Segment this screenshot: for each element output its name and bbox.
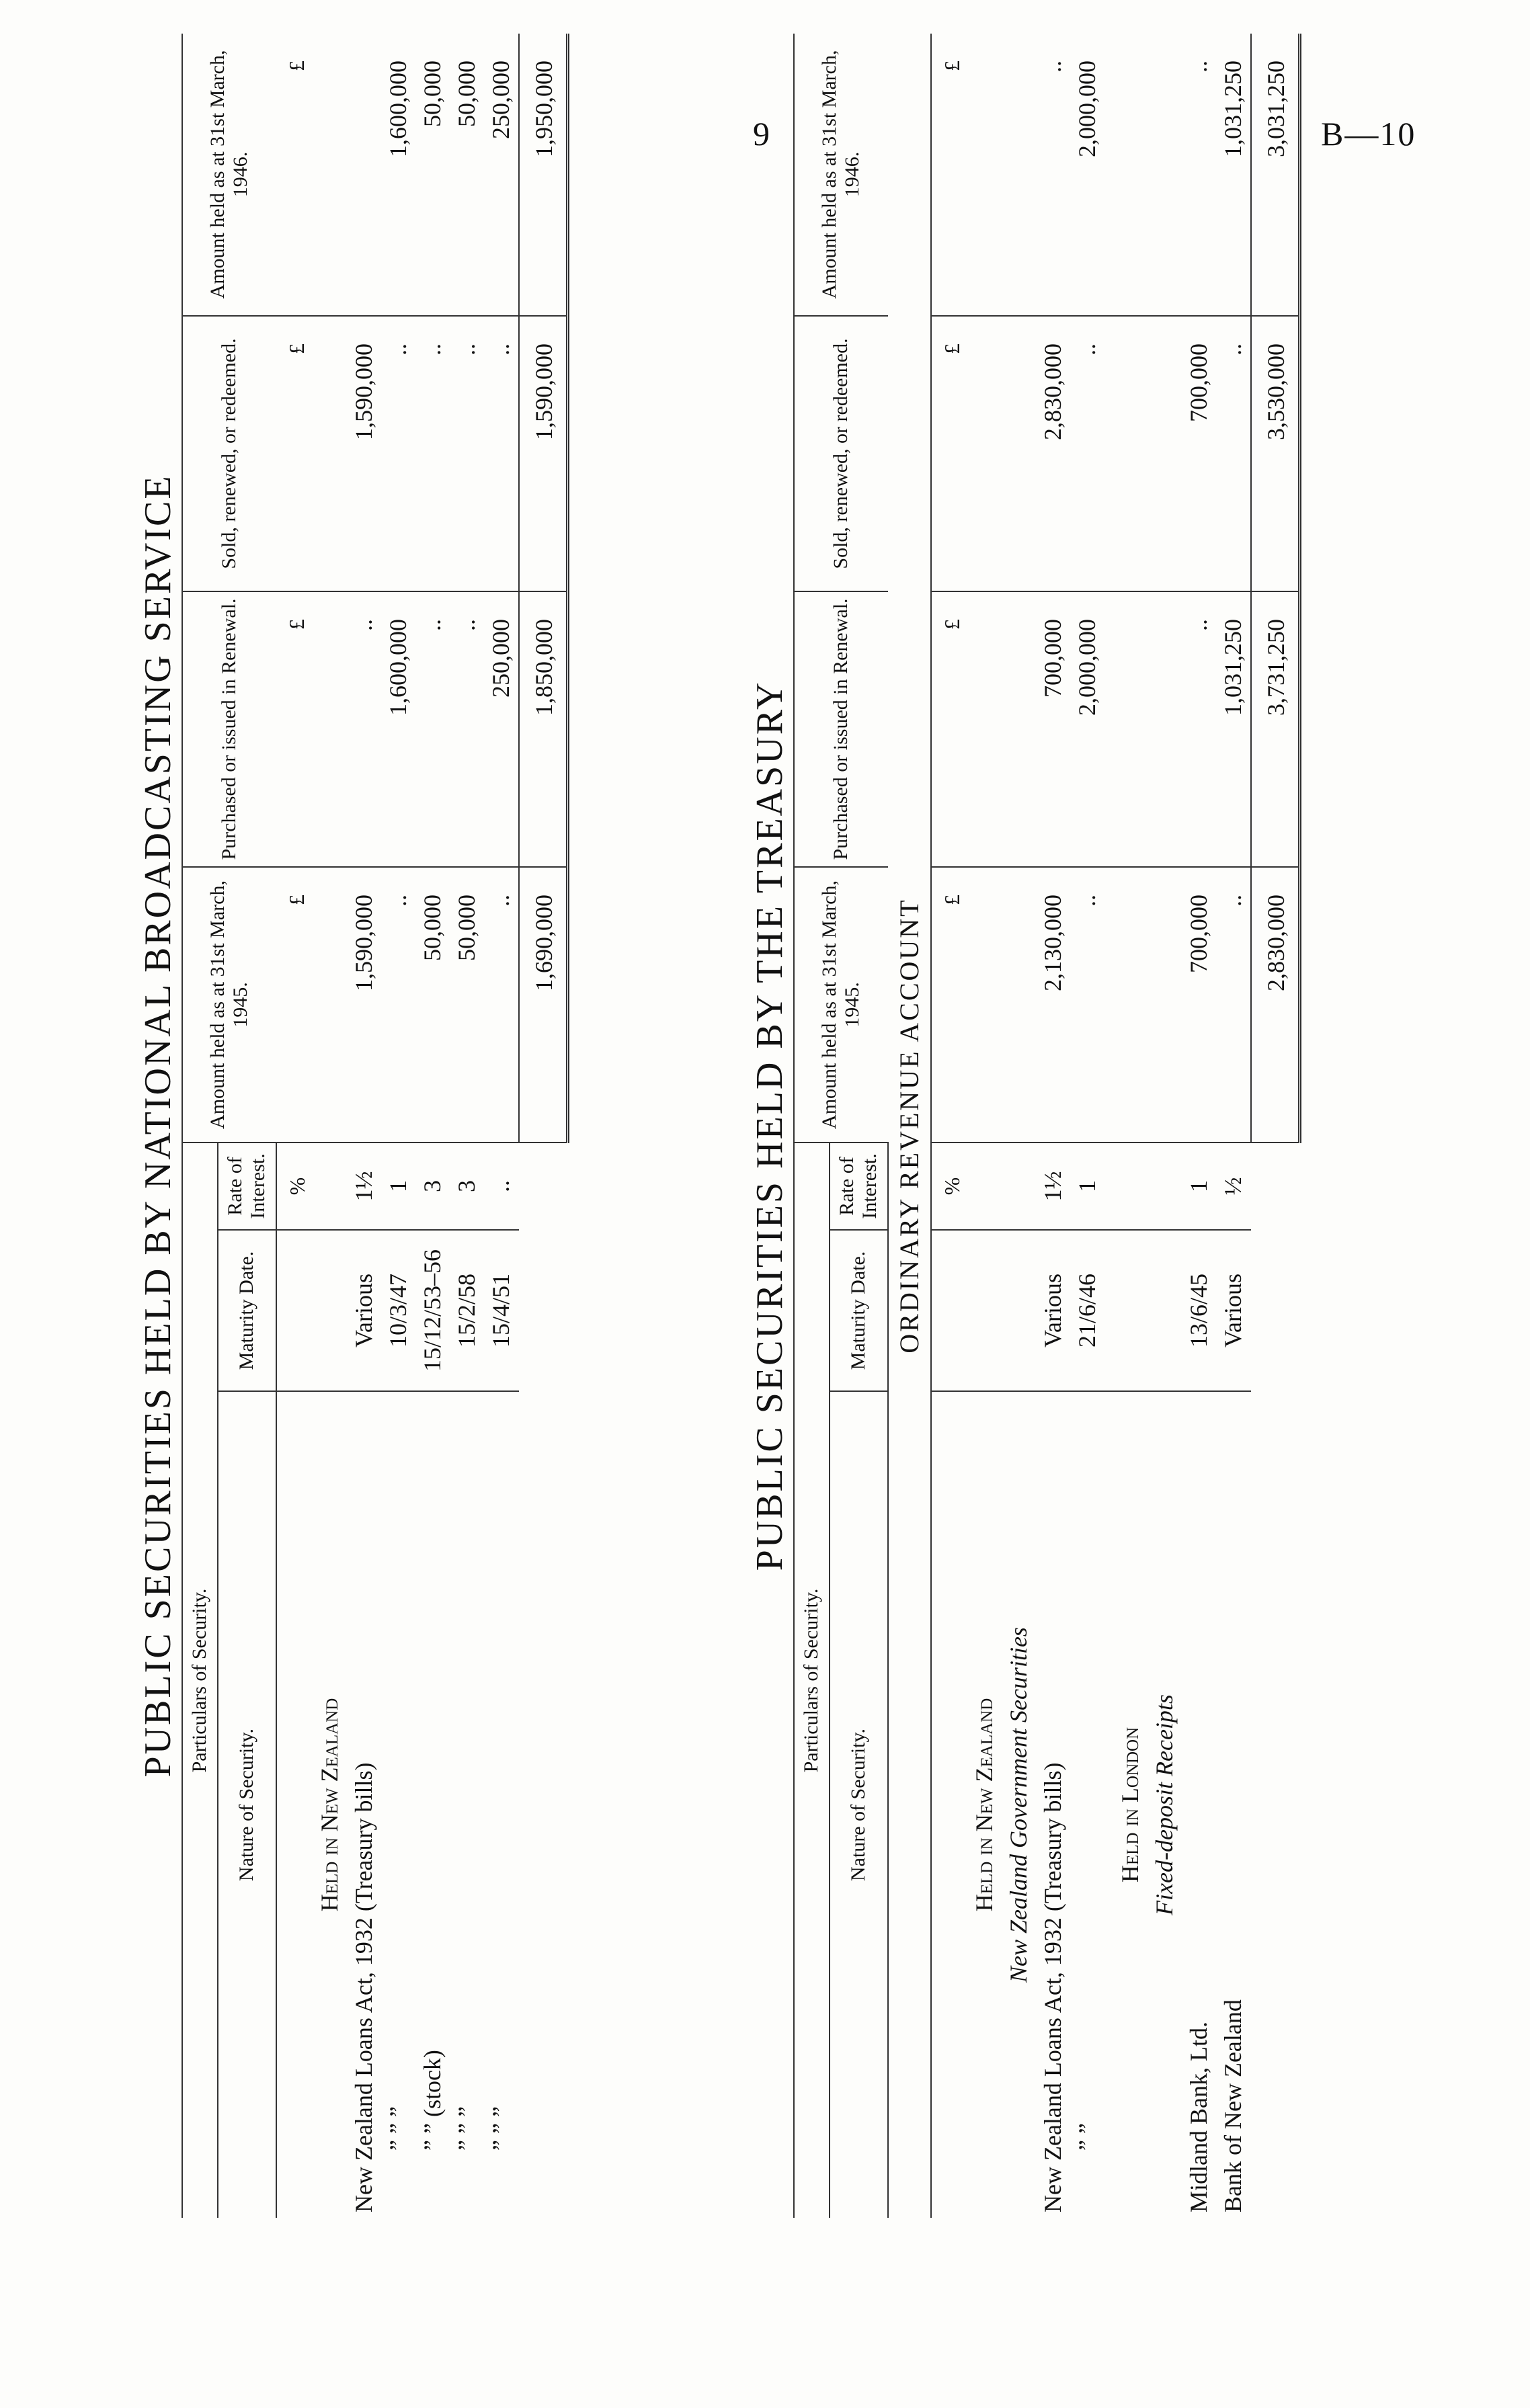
account-subtitle: ORDINARY REVENUE ACCOUNT bbox=[893, 898, 924, 1354]
pound-sign: £ bbox=[276, 316, 313, 591]
maturity-cell: Various bbox=[1036, 1230, 1070, 1391]
group-subheading: New Zealand Government Securities bbox=[1004, 1627, 1032, 1983]
group-heading: Held in New Zealand bbox=[970, 1698, 998, 1912]
maturity-cell: 10/3/47 bbox=[381, 1230, 415, 1391]
rate-cell: 3 bbox=[450, 1143, 484, 1230]
maturity-header: Maturity Date. bbox=[218, 1230, 276, 1391]
pound-sign: £ bbox=[931, 34, 967, 316]
maturity-header: Maturity Date. bbox=[830, 1230, 888, 1391]
nature-header: Nature of Security. bbox=[830, 1391, 888, 2218]
table-row bbox=[1182, 34, 1216, 2218]
held-1946-cell: .. bbox=[1036, 34, 1070, 316]
nature-cell: ” ” ” bbox=[452, 2106, 480, 2151]
table-row bbox=[1216, 34, 1251, 2218]
purchased-cell: 1,031,250 bbox=[1216, 591, 1251, 867]
broadcasting-table bbox=[182, 34, 569, 2218]
table-row bbox=[381, 34, 415, 2218]
pound-sign: £ bbox=[276, 591, 313, 867]
sold-cell: .. bbox=[415, 316, 450, 591]
rate-cell: ½ bbox=[1216, 1143, 1251, 1230]
held-1945-header: Amount held as at 31st March, 1945. bbox=[794, 867, 888, 1143]
particulars-header: Particulars of Security. bbox=[794, 1143, 830, 2218]
broadcasting-title: PUBLIC SECURITIES HELD BY NATIONAL BROADCASTING SERVICE bbox=[137, 474, 179, 1778]
page-reference: B—10 bbox=[1321, 115, 1416, 153]
group-heading: Held in New Zealand bbox=[315, 1698, 343, 1912]
percent-sign: % bbox=[931, 1143, 967, 1230]
pound-sign: £ bbox=[931, 591, 967, 867]
table-row bbox=[347, 34, 381, 2218]
held-1946-cell bbox=[347, 34, 381, 316]
held-1946-header: Amount held as at 31st March, 1946. bbox=[182, 34, 276, 316]
sold-cell: 1,590,000 bbox=[347, 316, 381, 591]
rate-cell: 1½ bbox=[1036, 1143, 1070, 1230]
held-1946-cell: 250,000 bbox=[484, 34, 519, 316]
purchased-cell: .. bbox=[415, 591, 450, 867]
sold-cell: 2,830,000 bbox=[1036, 316, 1070, 591]
rate-cell: 3 bbox=[415, 1143, 450, 1230]
maturity-cell: Various bbox=[1216, 1230, 1251, 1391]
total-sold: 3,530,000 bbox=[1251, 316, 1300, 591]
rate-header: Rate of Interest. bbox=[218, 1143, 276, 1230]
pound-sign: £ bbox=[931, 867, 967, 1143]
sold-header: Sold, renewed, or redeemed. bbox=[794, 316, 888, 591]
nature-cell: ” ” bbox=[1073, 2123, 1100, 2151]
nature-cell: ” ” ” bbox=[487, 2106, 514, 2151]
table-row bbox=[1070, 34, 1104, 2218]
purchased-cell: 250,000 bbox=[484, 591, 519, 867]
nature-cell: New Zealand Loans Act, 1932 (Treasury bills) bbox=[1039, 1762, 1066, 2212]
nature-cell: New Zealand Loans Act, 1932 (Treasury bills) bbox=[350, 1762, 377, 2212]
group-subheading: Fixed-deposit Receipts bbox=[1150, 1694, 1178, 1915]
held-1945-cell: .. bbox=[1070, 867, 1104, 1143]
maturity-cell: 15/12/53–56 bbox=[415, 1230, 450, 1391]
purchased-header: Purchased or issued in Renewal. bbox=[182, 591, 276, 867]
maturity-cell: 13/6/45 bbox=[1182, 1230, 1216, 1391]
treasury-table bbox=[793, 34, 1301, 2218]
rate-cell: .. bbox=[484, 1143, 519, 1230]
rotated-sheet bbox=[134, 34, 1378, 2218]
held-1945-cell: 700,000 bbox=[1182, 867, 1216, 1143]
held-1945-cell: 50,000 bbox=[450, 867, 484, 1143]
held-1946-cell: .. bbox=[1182, 34, 1216, 316]
total-purchased: 1,850,000 bbox=[519, 591, 568, 867]
held-1945-cell: 2,130,000 bbox=[1036, 867, 1070, 1143]
sold-cell: .. bbox=[450, 316, 484, 591]
page-number: 9 bbox=[753, 115, 771, 153]
held-1946-cell: 1,600,000 bbox=[381, 34, 415, 316]
table-row bbox=[450, 34, 484, 2218]
nature-cell: ” ” ” bbox=[384, 2106, 411, 2151]
held-1945-cell: 50,000 bbox=[415, 867, 450, 1143]
total-held-1946: 1,950,000 bbox=[519, 34, 568, 316]
sold-cell: .. bbox=[1070, 316, 1104, 591]
purchased-cell: .. bbox=[1182, 591, 1216, 867]
sold-cell: .. bbox=[381, 316, 415, 591]
table-row bbox=[415, 34, 450, 2218]
purchased-cell: .. bbox=[347, 591, 381, 867]
total-sold: 1,590,000 bbox=[519, 316, 568, 591]
group-heading: Held in London bbox=[1116, 1727, 1143, 1883]
total-held-1945: 1,690,000 bbox=[519, 867, 568, 1143]
rate-cell: 1½ bbox=[347, 1143, 381, 1230]
nature-cell: ” ” (stock) bbox=[418, 2050, 446, 2151]
held-1946-cell: 1,031,250 bbox=[1216, 34, 1251, 316]
totals-row bbox=[1251, 34, 1300, 2218]
purchased-header: Purchased or issued in Renewal. bbox=[794, 591, 888, 867]
maturity-cell: 15/2/58 bbox=[450, 1230, 484, 1391]
held-1946-cell: 50,000 bbox=[450, 34, 484, 316]
table-row bbox=[484, 34, 519, 2218]
percent-sign: % bbox=[276, 1143, 313, 1230]
maturity-cell: Various bbox=[347, 1230, 381, 1391]
particulars-header: Particulars of Security. bbox=[182, 1143, 218, 2218]
pound-sign: £ bbox=[931, 316, 967, 591]
held-1945-header: Amount held as at 31st March, 1945. bbox=[182, 867, 276, 1143]
rate-cell: 1 bbox=[1182, 1143, 1216, 1230]
purchased-cell: 700,000 bbox=[1036, 591, 1070, 867]
maturity-cell: 15/4/51 bbox=[484, 1230, 519, 1391]
sold-cell: .. bbox=[1216, 316, 1251, 591]
held-1945-cell: .. bbox=[381, 867, 415, 1143]
sold-cell: 700,000 bbox=[1182, 316, 1216, 591]
nature-cell: Bank of New Zealand bbox=[1219, 1999, 1246, 2212]
pound-sign: £ bbox=[276, 867, 313, 1143]
total-purchased: 3,731,250 bbox=[1251, 591, 1300, 867]
held-1945-cell: 1,590,000 bbox=[347, 867, 381, 1143]
rate-header: Rate of Interest. bbox=[830, 1143, 888, 1230]
held-1946-header: Amount held as at 31st March, 1946. bbox=[794, 34, 888, 316]
held-1945-cell: .. bbox=[1216, 867, 1251, 1143]
nature-cell: Midland Bank, Ltd. bbox=[1184, 2022, 1212, 2212]
held-1946-cell: 2,000,000 bbox=[1070, 34, 1104, 316]
purchased-cell: 2,000,000 bbox=[1070, 591, 1104, 867]
total-held-1946: 3,031,250 bbox=[1251, 34, 1300, 316]
sold-header: Sold, renewed, or redeemed. bbox=[182, 316, 276, 591]
total-held-1945: 2,830,000 bbox=[1251, 867, 1300, 1143]
treasury-title: PUBLIC SECURITIES HELD BY THE TREASURY bbox=[749, 680, 791, 1571]
held-1945-cell: .. bbox=[484, 867, 519, 1143]
held-1946-cell: 50,000 bbox=[415, 34, 450, 316]
purchased-cell: .. bbox=[450, 591, 484, 867]
sold-cell: .. bbox=[484, 316, 519, 591]
broadcasting-section bbox=[134, 34, 746, 2218]
purchased-cell: 1,600,000 bbox=[381, 591, 415, 867]
totals-row bbox=[519, 34, 568, 2218]
table-row bbox=[1036, 34, 1070, 2218]
treasury-section bbox=[746, 34, 1378, 2218]
pound-sign: £ bbox=[276, 34, 313, 316]
maturity-cell: 21/6/46 bbox=[1070, 1230, 1104, 1391]
nature-header: Nature of Security. bbox=[218, 1391, 276, 2218]
rate-cell: 1 bbox=[1070, 1143, 1104, 1230]
rate-cell: 1 bbox=[381, 1143, 415, 1230]
